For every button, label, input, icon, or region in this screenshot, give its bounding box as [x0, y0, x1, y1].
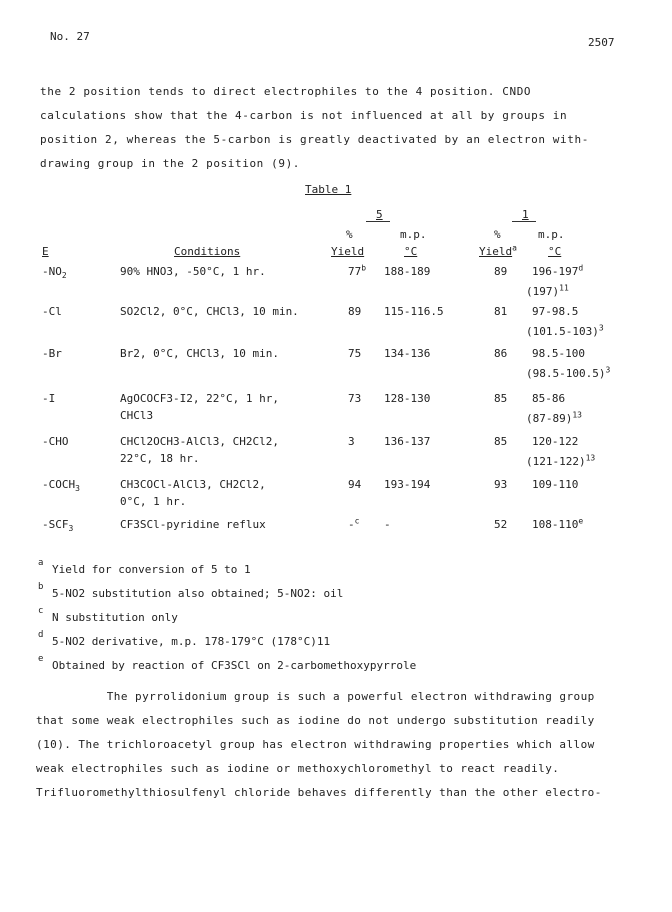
col-header-yield-5: Yield: [331, 245, 365, 258]
cell-mp-5: [384, 392, 430, 405]
cell-mp-1-lit: [526, 367, 610, 380]
mp-1-text: 109-110: [532, 478, 579, 491]
mp-1-lit-text: (87-89): [526, 412, 573, 425]
cell-mp-1: [532, 518, 583, 531]
cell-conditions-cont: [120, 409, 153, 422]
cell-yield-1: [494, 478, 507, 491]
yield-5-text: 89: [348, 305, 362, 318]
cell-conditions: [120, 518, 266, 531]
intro-line: position 2, whereas the 5-carbon is greatly deactivated by an electron with-: [40, 133, 589, 146]
cell-mp-1-lit: [526, 412, 582, 425]
mp-5-text: 128-130: [384, 392, 431, 405]
substituent-text: -SCF: [42, 518, 69, 531]
yield-1-text: 89: [494, 265, 508, 278]
substituent-sub: 3: [68, 524, 74, 534]
body-line: weak electrophiles such as iodine or methoxychloromethyl to react readily.: [36, 762, 560, 775]
yield-5-text: 73: [348, 392, 362, 405]
substituent-text: -I: [42, 392, 56, 405]
yield-1-text: 81: [494, 305, 508, 318]
footnote-text: N substitution only: [52, 611, 178, 624]
footnote-ref-a: a: [512, 243, 517, 253]
mp-1-text: 120-122: [532, 435, 579, 448]
mp-1-lit-text: (98.5-100.5): [526, 367, 606, 380]
footnote-text: Yield for conversion of 5 to 1: [52, 563, 251, 576]
conditions-text: SO2Cl2, 0°C, CHCl3, 10 min.: [120, 305, 299, 318]
cell-mp-1-lit: [526, 455, 595, 468]
conditions-text: CH3COCl-AlCl3, CH2Cl2,: [120, 478, 266, 491]
substituent-text: -CHO: [42, 435, 69, 448]
cell-substituent: [42, 392, 55, 405]
cell-yield-1: [494, 305, 507, 318]
cell-mp-1: [532, 478, 578, 491]
mp-1-lit-text: (197): [526, 285, 560, 298]
journal-issue: No. 27: [50, 30, 90, 43]
cell-yield-1: [494, 435, 507, 448]
substituent-sub: 2: [61, 271, 67, 281]
group-header-1: 1: [522, 208, 529, 221]
cell-mp-5: [384, 478, 430, 491]
cell-yield-1: [494, 265, 507, 278]
cell-conditions: [120, 305, 299, 318]
cell-conditions: [120, 265, 266, 278]
mp-header-5: m.p.: [400, 228, 427, 241]
yield-1-text: 52: [494, 518, 508, 531]
mp-1-lit-ref: 3: [598, 323, 604, 333]
mp-5-text: 136-137: [384, 435, 431, 448]
cell-mp-1: [532, 265, 583, 278]
col-header-yield-1: [479, 245, 517, 258]
cell-substituent: [42, 305, 62, 318]
footnote-mark: a: [38, 558, 44, 568]
mp-1-text: 97-98.5: [532, 305, 579, 318]
cell-mp-1: [532, 347, 585, 360]
conditions-text: CF3SCl-pyridine reflux: [120, 518, 266, 531]
yield-5-note: c: [354, 516, 360, 526]
footnote-mark: b: [38, 582, 44, 592]
cell-mp-1: [532, 305, 578, 318]
cell-mp-5: [384, 435, 430, 448]
group-rule-1: [512, 221, 536, 222]
cell-yield-5: [348, 392, 361, 405]
cell-yield-5: [348, 265, 366, 278]
yield-1-text: 85: [494, 435, 508, 448]
cell-conditions-cont: [120, 495, 186, 508]
substituent-text: -NO: [42, 265, 62, 278]
cell-conditions: [120, 392, 279, 405]
conditions-text: CHCl2OCH3-AlCl3, CH2Cl2,: [120, 435, 279, 448]
col-header-yield-1-text: Yield: [479, 245, 513, 258]
mp-5-text: 193-194: [384, 478, 431, 491]
mp-1-lit-ref: 13: [572, 410, 582, 420]
cell-yield-1: [494, 518, 507, 531]
mp-1-lit-text: (101.5-103): [526, 325, 599, 338]
cell-substituent: [42, 435, 69, 448]
intro-line: calculations show that the 4-carbon is not influenced at all by groups in: [40, 109, 568, 122]
substituent-text: -Cl: [42, 305, 62, 318]
footnote-mark: e: [38, 654, 44, 664]
page-number: 2507: [588, 36, 615, 49]
cell-yield-5: [348, 518, 359, 531]
conditions-text-cont: CHCl3: [120, 409, 154, 422]
footnote-text: Obtained by reaction of CF3SCl on 2-carbomethoxypyrrole: [52, 659, 417, 672]
cell-yield-5: [348, 478, 361, 491]
col-header-conditions: Conditions: [174, 245, 241, 258]
yield-1-text: 86: [494, 347, 508, 360]
mp-1-lit-ref: 3: [605, 365, 611, 375]
conditions-text: AgOCOCF3-I2, 22°C, 1 hr,: [120, 392, 279, 405]
conditions-text: Br2, 0°C, CHCl3, 10 min.: [120, 347, 279, 360]
mp-1-lit-ref: 11: [559, 283, 569, 293]
footnote-mark: c: [38, 606, 44, 616]
yield-5-text: 77: [348, 265, 362, 278]
body-line: Trifluoromethylthiosulfenyl chloride behaves differently than the other electro-: [36, 786, 602, 799]
mp-1-lit-ref: 13: [585, 453, 596, 463]
mp-1-text: 196-197: [532, 265, 579, 278]
table-title: Table 1: [305, 183, 352, 196]
body-line: that some weak electrophiles such as iodine do not undergo substitution readily: [36, 714, 595, 727]
conditions-text-cont: 0°C, 1 hr.: [120, 495, 187, 508]
mp-5-text: 134-136: [384, 347, 431, 360]
substituent-text: -Br: [42, 347, 62, 360]
cell-yield-5: [348, 347, 361, 360]
cell-mp-5: [384, 347, 430, 360]
yield-5-note: b: [361, 263, 367, 273]
cell-substituent: [42, 265, 67, 281]
group-header-5: 5: [376, 208, 383, 221]
cell-mp-5: [384, 305, 444, 318]
mp-1-note: d: [578, 263, 584, 273]
cell-yield-1: [494, 347, 507, 360]
cell-conditions: [120, 347, 279, 360]
col-header-e: E: [42, 245, 49, 258]
intro-line: drawing group in the 2 position (9).: [40, 157, 301, 170]
yield-5-text: 94: [348, 478, 362, 491]
footnote-mark: d: [38, 630, 44, 640]
cell-mp-1-lit: [526, 285, 569, 298]
cell-mp-1: [532, 392, 565, 405]
cell-mp-1-lit: [526, 325, 604, 338]
cell-yield-5: [348, 305, 361, 318]
mp-1-text: 108-110: [532, 518, 579, 531]
mp-1-note: e: [578, 516, 584, 526]
body-paragraph: [36, 690, 656, 810]
footnote-text: 5-NO2 substitution also obtained; 5-NO2: oil: [52, 587, 344, 600]
body-line: The pyrrolidonium group is such a powerful electron withdrawing group: [36, 690, 595, 703]
pct-header-1: %: [494, 228, 501, 241]
body-line: (10). The trichloroacetyl group has electron withdrawing properties which allow: [36, 738, 595, 751]
mp-5-text: 115-116.5: [384, 305, 444, 318]
mp-5-text: -: [384, 518, 391, 531]
pct-header-5: %: [346, 228, 353, 241]
mp-1-text: 85-86: [532, 392, 566, 405]
mp-header-1: m.p.: [538, 228, 565, 241]
yield-1-text: 93: [494, 478, 508, 491]
cell-mp-5: [384, 518, 391, 531]
cell-conditions-cont: [120, 452, 199, 465]
cell-yield-1: [494, 392, 507, 405]
mp-5-text: 188-189: [384, 265, 431, 278]
conditions-text-cont: 22°C, 18 hr.: [120, 452, 200, 465]
mp-1-lit-text: (121-122): [526, 455, 586, 468]
footnote-text: 5-NO2 derivative, m.p. 178-179°C (178°C)11: [52, 635, 331, 648]
col-header-deg-1: °C: [548, 245, 562, 258]
col-header-deg-5: °C: [404, 245, 418, 258]
yield-1-text: 85: [494, 392, 508, 405]
intro-paragraph: [40, 85, 640, 185]
cell-substituent: [42, 478, 80, 494]
cell-mp-1: [532, 435, 578, 448]
group-rule-5: [366, 221, 390, 222]
conditions-text: 90% HNO3, -50°C, 1 hr.: [120, 265, 266, 278]
yield-5-text: 3: [348, 435, 355, 448]
yield-5-text: 75: [348, 347, 362, 360]
intro-line: the 2 position tends to direct electrophiles to the 4 position. CNDO: [40, 85, 532, 98]
cell-yield-5: [348, 435, 355, 448]
substituent-text: -COCH: [42, 478, 76, 491]
cell-conditions: [120, 478, 266, 491]
cell-substituent: [42, 518, 74, 534]
cell-conditions: [120, 435, 279, 448]
yield-5-text: -: [348, 518, 355, 531]
cell-substituent: [42, 347, 62, 360]
mp-1-text: 98.5-100: [532, 347, 585, 360]
substituent-sub: 3: [75, 484, 80, 494]
cell-mp-5: [384, 265, 430, 278]
